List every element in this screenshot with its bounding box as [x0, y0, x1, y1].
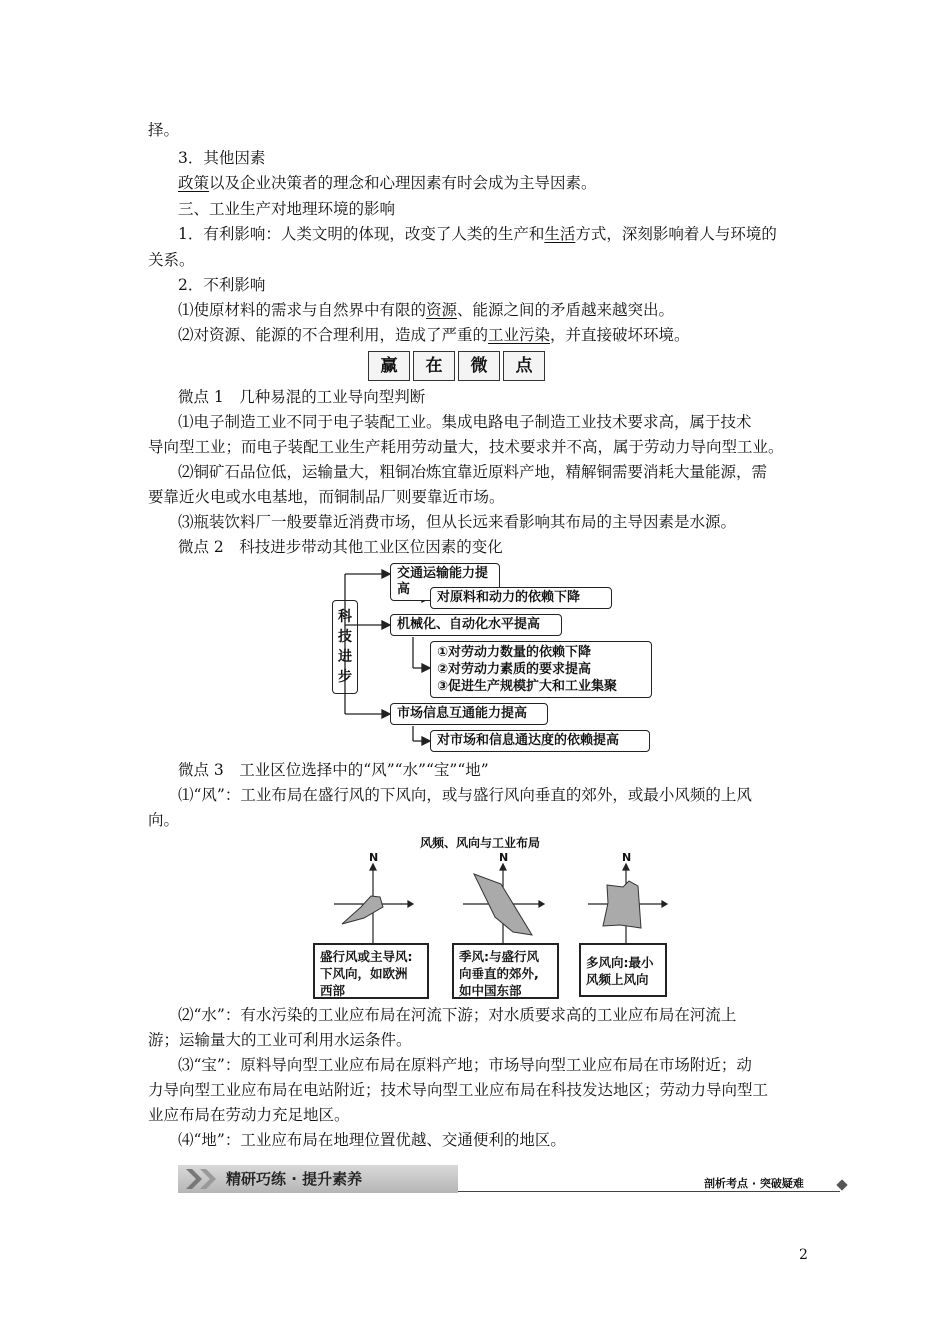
flowchart-list-item: ②对劳动力素质的要求提高: [437, 662, 592, 677]
practice-banner: [178, 1165, 458, 1193]
point-title: 微点 3 工业区位选择中的“风”“水”“宝”“地”: [178, 761, 489, 779]
flowchart-root-text: 科技进步: [338, 609, 352, 685]
para-line: 关系。: [148, 251, 195, 269]
para-text: ⑵对资源、能源的不合理利用，造成了严重的: [178, 326, 489, 344]
section-heading: 3．其他因素: [178, 149, 266, 167]
para-line: ⑵铜矿石品位低，运输量大，粗铜冶炼宜靠近原料产地，精解铜需要消耗大量能源，需: [178, 463, 768, 481]
para-line: 择。: [148, 121, 180, 139]
banner-char: 微: [458, 351, 500, 381]
para-text: 、能源之间的矛盾越来越突出。: [457, 301, 675, 319]
para-text: ，并直接破坏环境。: [550, 326, 690, 344]
flowchart-node: 交通运输能力提高: [390, 563, 500, 601]
flowchart-node: 机械化、自动化水平提高: [390, 614, 562, 636]
para-line: 业应布局在劳动力充足地区。: [148, 1106, 350, 1124]
flowchart-node: 对原料和动力的依赖下降: [430, 587, 612, 609]
underlined-term: 工业污染: [488, 326, 551, 344]
para-line: 向。: [148, 811, 180, 829]
para-line: ⑶“宝”：原料导向型工业应布局在原料产地；市场导向型工业应布局在市场附近；动: [178, 1056, 752, 1074]
caption-line: 风频上风向: [586, 972, 649, 987]
north-label: N: [369, 851, 379, 864]
caption-line: 西部: [320, 983, 346, 998]
flowchart-node: 市场信息互通能力提高: [390, 703, 548, 725]
figure-title: 风频、风向与工业布局: [420, 836, 541, 850]
banner-char: 赢: [368, 351, 410, 381]
underlined-term: 政策: [178, 174, 210, 192]
chevron-icon: [182, 1165, 226, 1193]
para-text: 方式，深刻影响着人与环境的: [575, 225, 777, 243]
para-line: 游；运输量大的工业可利用水运条件。: [148, 1031, 412, 1049]
wind-caption: [313, 943, 429, 999]
caption-line: 季风:与盛行风: [459, 949, 539, 964]
caption-line: 向垂直的郊外,: [459, 966, 539, 981]
wind-rose-shape: [603, 881, 641, 928]
north-label: N: [622, 851, 632, 864]
banner-left-text: 精研巧练 · 提升素养: [226, 1170, 363, 1188]
north-label: N: [499, 851, 509, 864]
para-line: ⑵“水”：有水污染的工业应布局在河流下游；对水质要求高的工业应布局在河流上: [178, 1006, 737, 1024]
section-heading: 2．不利影响: [178, 276, 266, 294]
para-line: 要靠近火电或水电基地，而铜制品厂则要靠近市场。: [148, 488, 505, 506]
para-line: 导向型工业；而电子装配工业生产耗用劳动量大，技术要求并不高，属于劳动力导向型工业。: [148, 438, 784, 456]
underlined-term: 资源: [426, 301, 458, 319]
flowchart-list-item: ①对劳动力数量的依赖下降: [437, 645, 592, 660]
wind-rose-shape: [342, 896, 383, 924]
para-text: 1．有利影响：人类文明的体现，改变了人类的生产和: [178, 225, 545, 243]
page-number: 2: [799, 1247, 808, 1263]
banner-divider: [458, 1191, 840, 1192]
para-text: 以及企业决策者的理念和心理因素有时会成为主导因素。: [209, 174, 597, 192]
point-title: 微点 2 科技进步带动其他工业区位因素的变化: [178, 538, 503, 556]
banner-char: 点: [503, 351, 545, 381]
caption-line: 多风向:最小: [586, 955, 654, 970]
underlined-term: 生活: [544, 225, 576, 243]
wind-caption: [452, 943, 559, 999]
para-line: ⑷“地”：工业应布局在地理位置优越、交通便利的地区。: [178, 1131, 566, 1149]
point-title: 微点 1 几种易混的工业导向型判断: [178, 388, 426, 406]
banner-char: 在: [413, 351, 455, 381]
caption-line: 如中国东部: [459, 983, 522, 998]
para-line: 力导向型工业应布局在电站附近；技术导向型工业应布局在科技发达地区；劳动力导向型工: [148, 1081, 769, 1099]
wind-caption: [579, 943, 667, 997]
para-line: ⑶瓶装饮料厂一般要靠近消费市场，但从长远来看影响其布局的主导因素是水源。: [178, 513, 737, 531]
flowchart-node: 对市场和信息通达度的依赖提高: [430, 730, 650, 752]
para-text: ⑴使原材料的需求与自然界中有限的: [178, 301, 427, 319]
para-line: ⑴电子制造工业不同于电子装配工业。集成电路电子制造工业技术要求高，属于技术: [178, 413, 752, 431]
caption-line: 盛行风或主导风:: [320, 949, 413, 964]
para-line: ⑴“风”：工业布局在盛行风的下风向，或与盛行风向垂直的郊外，或最小风频的上风: [178, 786, 752, 804]
section-heading: 三、工业生产对地理环境的影响: [178, 200, 396, 218]
flowchart-list-item: ③促进生产规模扩大和工业集聚: [437, 679, 618, 694]
banner-right-text: 剖析考点 · 突破疑难: [704, 1177, 804, 1190]
caption-line: 下风向，如欧洲: [320, 966, 408, 981]
